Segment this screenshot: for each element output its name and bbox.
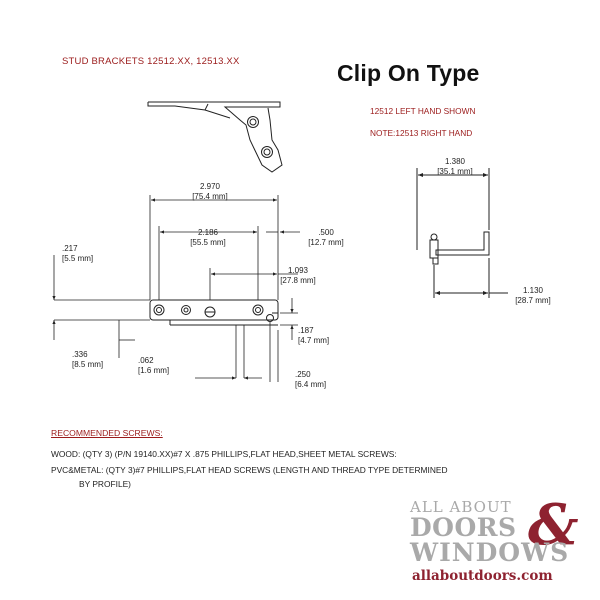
part-title: STUD BRACKETS 12512.XX, 12513.XX bbox=[62, 56, 240, 67]
top-view bbox=[148, 102, 282, 172]
dim-left-height-mm: [5.5 mm] bbox=[62, 253, 94, 263]
dim-clip-width-in: .250 bbox=[295, 370, 311, 379]
hand-shown-note: 12512 LEFT HAND SHOWN bbox=[370, 106, 476, 116]
dim-hole-to-end-in: 1.093 bbox=[287, 266, 309, 275]
dim-side-bottom-in: 1.130 bbox=[522, 286, 544, 295]
dim-clip-height-in: .187 bbox=[298, 326, 314, 335]
recommended-screws-heading: RECOMMENDED SCREWS: bbox=[51, 428, 163, 438]
dim-side-top bbox=[430, 157, 480, 176]
dim-bottom-left bbox=[72, 350, 112, 369]
dim-clip-width bbox=[295, 370, 335, 389]
dim-hole-spacing-in: 2.186 bbox=[197, 228, 219, 237]
hand-note: NOTE:12513 RIGHT HAND bbox=[370, 128, 473, 138]
side-view bbox=[417, 168, 508, 298]
dim-hole-to-end bbox=[270, 266, 326, 285]
front-view bbox=[150, 300, 278, 325]
screws-wood: WOOD: (QTY 3) (P/N 19140.XX)#7 X .875 PHILLIPS,FLAT HEAD,SHEET METAL SCREWS: bbox=[51, 449, 397, 459]
dim-clip-height-mm: [4.7 mm] bbox=[298, 335, 330, 345]
dim-hole-spacing bbox=[178, 228, 238, 247]
screws-pvc-line2: BY PROFILE) bbox=[79, 479, 131, 489]
dim-bottom-left-mm: [8.5 mm] bbox=[72, 359, 104, 369]
dim-left-height bbox=[62, 244, 112, 263]
dim-end-offset-in: .500 bbox=[318, 228, 334, 237]
dim-hole-spacing-mm: [55.5 mm] bbox=[190, 237, 226, 247]
dim-side-bottom-mm: [28.7 mm] bbox=[515, 295, 551, 305]
dim-end-offset-mm: [12.7 mm] bbox=[308, 237, 344, 247]
logo-ampersand: & bbox=[528, 492, 579, 558]
dim-bottom-left-in: .336 bbox=[72, 350, 88, 359]
dim-end-offset bbox=[298, 228, 354, 247]
screws-pvc-line1: PVC&METAL: (QTY 3)#7 PHILLIPS,FLAT HEAD SCREWS (LENGTH AND THREAD TYPE DETERMINED bbox=[51, 465, 448, 475]
dim-clip-width-mm: [6.4 mm] bbox=[295, 379, 327, 389]
dim-clip-height bbox=[298, 326, 338, 345]
brand-logo bbox=[410, 492, 590, 593]
dim-thickness-mm: [1.6 mm] bbox=[138, 365, 170, 375]
dim-overall-mm: [75.4 mm] bbox=[192, 191, 228, 201]
type-title: Clip On Type bbox=[337, 60, 480, 86]
dim-thickness bbox=[138, 356, 178, 375]
dim-left-height-in: .217 bbox=[62, 244, 78, 253]
dim-hole-to-end-mm: [27.8 mm] bbox=[280, 275, 316, 285]
logo-line3: WINDOWS bbox=[410, 538, 570, 567]
dim-overall-in: 2.970 bbox=[199, 182, 221, 191]
dim-overall bbox=[180, 182, 240, 201]
logo-line2: DOORS bbox=[410, 513, 517, 542]
logo-url: allaboutdoors.com bbox=[412, 568, 553, 584]
dim-side-top-in: 1.380 bbox=[444, 157, 466, 166]
dim-thickness-in: .062 bbox=[138, 356, 154, 365]
dim-side-top-mm: [35.1 mm] bbox=[437, 166, 473, 176]
logo-line1: ALL ABOUT bbox=[410, 498, 512, 516]
dim-side-bottom bbox=[505, 286, 561, 305]
